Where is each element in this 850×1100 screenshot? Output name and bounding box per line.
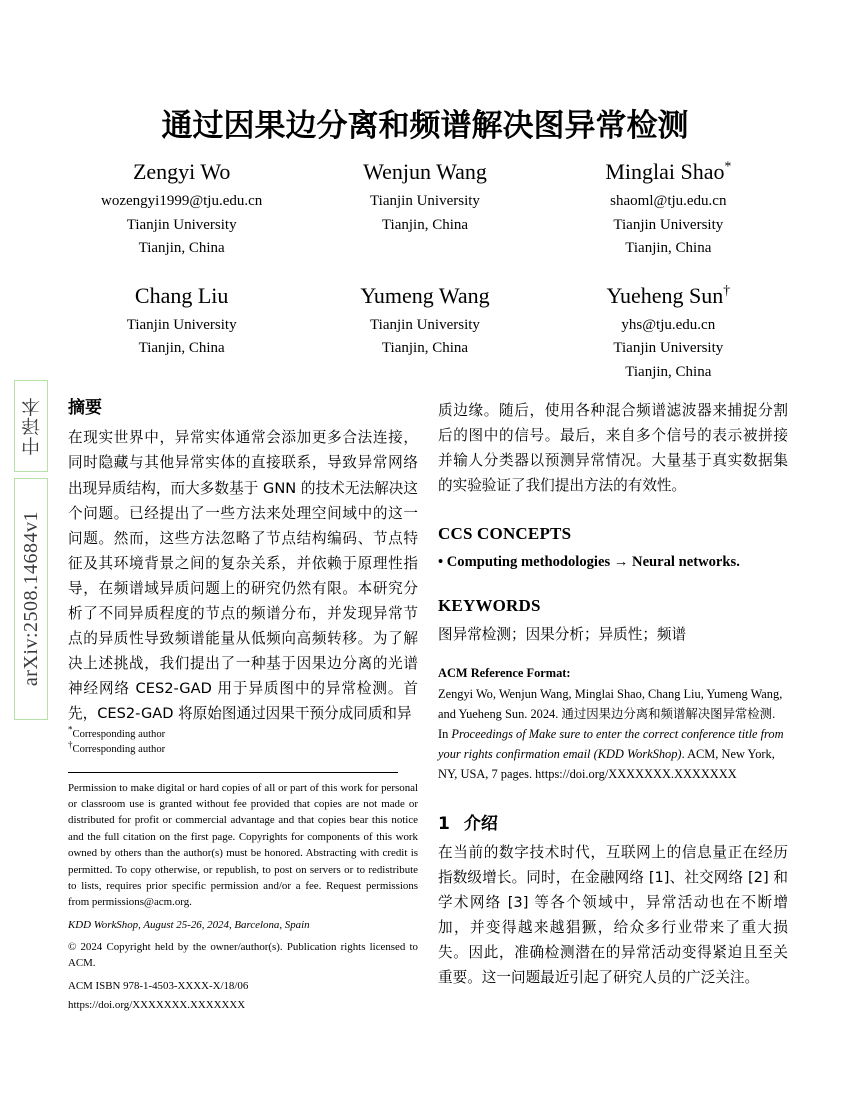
author-affiliation-line: Tianjin, China: [138, 240, 225, 257]
isbn-line: ACM ISBN 978-1-4503-XXXX-X/18/06: [68, 979, 249, 992]
abstract-paragraph-left: 在现实世界中，异常实体通常会添加更多合法连接，同时隐藏与其他异常实体的直接联系，导致异常网络出现异质结构，而大多数基于 GNN 的技术无法解决这个问题。已经提出了一些方法来处理空间域中的这一问题。然而，这些方法忽略了节点结构编码、节点特征及其环境背景之间的复杂关系，并依赖于原理性指导，在频谱域异质问题上的研究仍然有限。本研究分析了不同异质程度的节点的频谱分布，并发现异常节点的异质性导致频谱能量从低频向高频转移。为了解决上述挑战，我们提出了一种基于因果边分离的光谱神经网络 CES2-GAD 用于异质图中的异常检测。首先，CES2-GAD 将原始图通过因果干预分成同质和异: [68, 429, 418, 723]
author-cell: [303, 281, 546, 385]
reference-in-word: . In: [438, 707, 776, 742]
ccs-concepts-entry: • Computing methodologies → Neural networks.: [438, 553, 740, 570]
author-name: [66, 281, 297, 311]
author-affiliation-line: Tianjin University: [613, 216, 724, 233]
arxiv-id-badge: [14, 478, 48, 720]
left-column: [68, 398, 418, 737]
author-cell: [547, 281, 790, 385]
author-name-text: Chang Liu: [134, 282, 229, 308]
right-column: [438, 398, 788, 1000]
title-block: [60, 108, 790, 385]
footnote-text: Corresponding author: [72, 729, 166, 740]
author-affiliation-line: wozengyi1999@tju.edu.cn: [101, 192, 263, 209]
author-affiliation-line: Tianjin, China: [625, 364, 712, 380]
author-name: [309, 281, 540, 311]
author-affiliation-line: Tianjin University: [126, 316, 237, 333]
arxiv-id-label: arXiv:2508.14684v1: [19, 511, 42, 687]
page-title: 通过因果边分离和频谱解决图异常检测: [161, 108, 689, 144]
author-cell: [60, 157, 303, 261]
author-name-text: Zengyi Wo: [132, 159, 231, 185]
abstract-heading: 摘要: [68, 398, 102, 418]
author-name: [553, 281, 784, 311]
translation-badge-label: 中译本: [20, 396, 43, 456]
acm-reference-format-heading: ACM Reference Format:: [438, 665, 571, 680]
keywords-entry: 图异常检测；因果分析；异质性；频谱: [438, 626, 687, 644]
author-name-text: Minglai Shao: [605, 159, 725, 185]
footnote-marker: *: [68, 724, 73, 735]
author-affiliation-line: yhs@tju.edu.cn: [621, 316, 716, 333]
footnote-divider: [68, 772, 398, 773]
translation-badge: [14, 380, 48, 472]
intro-heading: [438, 809, 788, 834]
authors-row-1: [60, 157, 790, 261]
permission-notice: Permission to make digital or hard copies of all or part of this work for personal or classroom use is granted without fee provided that copies are not made or distributed for profit or commercial advantage and that copies bear this notice and the full citation on the first page. Copyrights for components of this work owned by others than the author(s) must be honored. Abstracting with credit is permitted. To copy otherwise, or republish, to post on servers or to redistribute to lists, requires prior specific permission and/or a fee. Request permissions from permissions@acm.org.: [68, 781, 418, 909]
arxiv-margin-stamp: [14, 380, 52, 720]
author-name: [66, 157, 297, 187]
intro-section-title: 介绍: [463, 813, 498, 834]
author-affiliation-line: Tianjin, China: [625, 240, 712, 257]
author-affiliation-line: Tianjin, China: [138, 340, 225, 357]
reference-venue: Proceedings of Make sure to enter the correct conference title from your rights confirmation email (KDD WorkShop): [438, 727, 784, 762]
doi-line: https://doi.org/XXXXXXX.XXXXXXX: [68, 999, 246, 1012]
author-affiliation-line: Tianjin, China: [381, 340, 469, 357]
ccs-concepts-heading: CCS CONCEPTS: [438, 524, 572, 544]
author-name: [553, 157, 784, 187]
footnote-text: Corresponding author: [72, 744, 166, 756]
spacer: [438, 508, 788, 524]
abstract-paragraph-right: 质边缘。随后，使用各种混合频谱滤波器来捕捉分割后的图中的信号。最后，来自多个信号的表示被拼接并输人分类器以预测异常情况。大量基于真实数据集的实验验证了我们提出方法的有效性。: [438, 402, 788, 495]
author-affiliation-line: shaoml@tju.edu.cn: [610, 192, 727, 209]
author-cell: [60, 281, 303, 385]
copyright-line: © 2024 Copyright held by the owner/author(s). Publication rights licensed to ACM.: [68, 940, 418, 970]
reference-tail: . ACM, New York, NY, USA, 7 pages. https://doi.org/XXXXXXX.XXXXXXX: [438, 747, 775, 782]
footnote-corresponding-author-2: [68, 739, 418, 757]
footnote-corresponding-author-1: [68, 724, 418, 742]
author-marker: *: [724, 158, 732, 174]
intro-section-number: 1: [438, 813, 450, 834]
author-name: [309, 157, 540, 187]
footnote-block: [68, 724, 418, 1016]
author-cell: [547, 157, 790, 261]
author-name-text: Yueheng Sun: [606, 282, 724, 308]
reference-authors: Zengyi Wo, Wenjun Wang, Minglai Shao, Chang Liu, Yumeng Wang, and Yueheng Sun. 2024.: [438, 687, 783, 722]
author-affiliation-line: Tianjin, China: [381, 216, 469, 233]
keywords-heading: KEYWORDS: [438, 595, 541, 615]
author-name-text: Wenjun Wang: [363, 159, 487, 185]
author-name-text: Yumeng Wang: [360, 282, 490, 308]
intro-paragraph: 在当前的数字技术时代，互联网上的信息量正在经历指数级增长。同时，在金融网络 [1]、社交网络 [2] 和学术网络 [3] 等各个领域中，异常活动也在不断增加，并变得越来越猖獗，给众多行业带来了重大损失。因此，准确检测潜在的异常活动变得紧迫且至关重要。这一问题最近引起了研究人员的广泛关注。: [438, 843, 788, 986]
author-affiliation-line: Tianjin University: [126, 216, 237, 233]
author-cell: [303, 157, 546, 261]
acm-reference-format-body: [438, 684, 788, 784]
author-marker: †: [723, 282, 731, 298]
footnote-marker: †: [68, 739, 73, 750]
author-affiliation-line: Tianjin University: [370, 316, 480, 333]
authors-row-2: [60, 281, 790, 385]
conference-line: KDD WorkShop, August 25-26, 2024, Barcelona, Spain: [68, 918, 310, 931]
author-affiliation-line: Tianjin University: [370, 192, 480, 209]
author-affiliation-line: Tianjin University: [613, 340, 724, 357]
reference-title: 通过因果边分离和频谱解决图异常检测: [561, 707, 773, 722]
